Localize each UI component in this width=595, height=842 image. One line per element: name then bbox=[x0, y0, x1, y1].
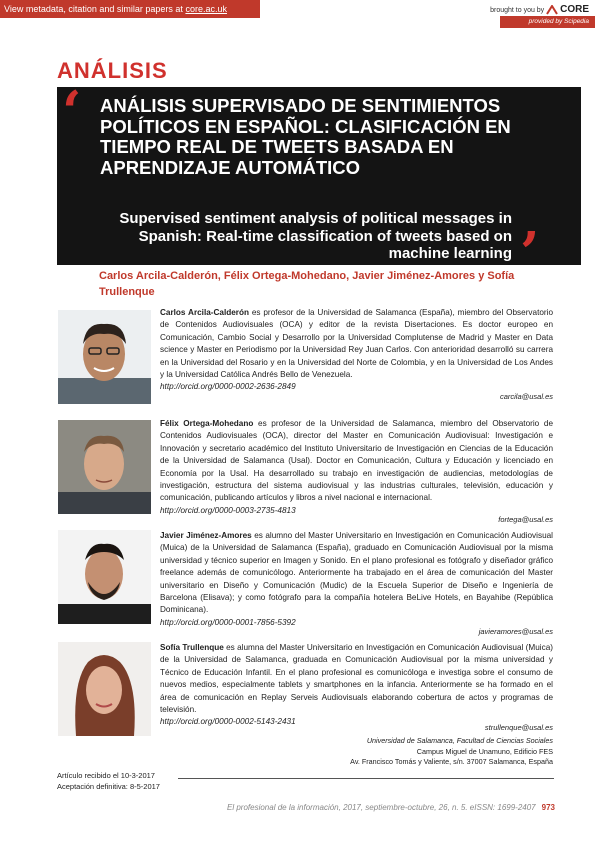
bio-name: Carlos Arcila-Calderón bbox=[160, 308, 249, 317]
author-photo-carlos bbox=[58, 310, 151, 404]
author-photo-javier bbox=[58, 530, 151, 624]
orcid-link[interactable]: http://orcid.org/0000-0002-5143-2431 bbox=[160, 717, 296, 727]
bio-text: es alumna del Master Universitario en Investigación en Comunicación Audiovisual (Muica) de la Universidad de Salamanca, graduada en Comunicación Audiovisual por la misma universidad y Técnico de Educación Infantil. En el plano profesional es comunicóloga e investiga sobre el consumo de nuevos medios, especialmente tablets y smartphones en la infancia. Anteriormente se ha formado en el área de comunicación en Replay Serveis Audiovisuals elaborando cobertura de actos y programas de televisión. bbox=[160, 643, 553, 715]
affiliation-line: Campus Miguel de Unamuno, Edificio FES bbox=[416, 746, 553, 756]
author-email[interactable]: javieramores@usal.es bbox=[478, 627, 553, 636]
close-quote-icon: ’ bbox=[520, 220, 540, 286]
bio-name: Sofía Trullenque bbox=[160, 643, 224, 652]
core-site-link[interactable]: core.ac.uk bbox=[185, 4, 227, 14]
bio-carlos bbox=[160, 307, 553, 394]
affiliation-address bbox=[350, 736, 553, 768]
author-email[interactable]: carcila@usal.es bbox=[499, 392, 553, 401]
affiliation-line: Universidad de Salamanca, Facultad de Ciencias Sociales bbox=[366, 736, 553, 745]
affiliation-line: Av. Francisco Tomás y Valiente, s/n. 37007 Salamanca, España bbox=[350, 757, 553, 766]
bio-name: Félix Ortega-Mohedano bbox=[160, 419, 254, 428]
orcid-link[interactable]: http://orcid.org/0000-0003-2735-4813 bbox=[160, 505, 296, 515]
metadata-link-text: View metadata, citation and similar papers at bbox=[4, 4, 186, 14]
received-date: Artículo recibido el 10-3-2017 bbox=[57, 771, 155, 780]
orcid-link[interactable]: http://orcid.org/0000-0002-2636-2849 bbox=[160, 382, 296, 392]
footer-divider bbox=[178, 778, 554, 779]
core-branding[interactable] bbox=[490, 4, 589, 15]
bio-text: es profesor de la Universidad de Salamanca, miembro del Observatorio de Contenidos Audiovisuales (OCA), director del Master en Comunicación Audiovisual: Investigación e Innovación y secretario académico del Instituto Universitario de Investigación en Ciencias de la Educación de la Universidad de Salamanca (Usal). Doctor en Comunicación, Cultura y Educación y licenciado en Economía por la Usal. Ha desarrollado su trabajo en investigación de audiencias, metodologías de investigación, estructura del sistema audiovisual y las industrias culturales, televisión, educación y comunicación, publicando artículos y libros a nivel nacional e internacional. bbox=[160, 419, 553, 503]
core-logo-text: CORE bbox=[560, 4, 589, 15]
journal-citation: El profesional de la información, 2017, septiembre-octubre, 26, n. 5. eISSN: 1699-2407 bbox=[227, 803, 536, 812]
accepted-date: Aceptación definitiva: 8-5-2017 bbox=[57, 781, 160, 791]
orcid-link[interactable]: http://orcid.org/0000-0001-7856-5392 bbox=[160, 617, 296, 627]
article-subtitle: Supervised sentiment analysis of political messages in Spanish: Real-time classification of tweets based on machine learning bbox=[119, 210, 512, 262]
article-title: ANÁLISIS SUPERVISADO DE SENTIMIENTOS POLÍTICOS EN ESPAÑOL: CLASIFICACIÓN EN TIEMPO REAL DE TWEETS BASADA EN APRENDIZAJE AUTOMÁTICO bbox=[100, 95, 511, 178]
open-quote-icon: ‘ bbox=[62, 79, 82, 145]
brought-by-text: brought to you by bbox=[490, 7, 545, 14]
author-email[interactable]: fortega@usal.es bbox=[498, 515, 553, 524]
author-photo-felix bbox=[58, 420, 151, 514]
bio-sofia bbox=[160, 642, 553, 729]
core-metadata-link[interactable] bbox=[0, 0, 260, 18]
bio-felix bbox=[160, 418, 553, 517]
author-photo-sofia bbox=[58, 642, 151, 736]
bio-text: es profesor de la Universidad de Salamanca (España), miembro del Observatorio de Contenidos Audiovisuales (OCA) y editor de la revista Disertaciones. Es doctor europeo en Comunicación, Cambio Social y Desarrollo por la Universidad Complutense de Madrid y Master en Data science y Master en Periodismo por la Universidad Rey Juan Carlos. Con anterioridad desarrolló su carrera en la Universidad del Rosario y en la Universidad del Norte de Colombia, y en la Universidad de Los Andes y la Universidad Católica Andrés Bello de Venezuela. bbox=[160, 308, 553, 380]
author-list: Carlos Arcila-Calderón, Félix Ortega-Mohedano, Javier Jiménez-Amores y Sofía Trullenque bbox=[99, 270, 515, 298]
page-footer bbox=[227, 803, 555, 812]
bio-text: es alumno del Master Universitario en Investigación en Comunicación Audiovisual (Muica) de la Universidad de Salamanca (España), graduado en Comunicación Audiovisual por la misma universidad y técnico superior en Imagen y Sonido. En el plano profesional es fotógrafo y diseñador gráfico freelance además de comunicólogo. Anteriormente ha trabajado en el área de comunicación del Master universitario en Diseño y Comunicación (Mudic) de la Escuela Superior de Diseño e Ingeniería de Barcelona (Elisava); y como fotógrafo para la compañía hotelera BeLive Hotels, en Bayahibe (República Dominicana). bbox=[160, 531, 553, 615]
provided-by-badge: provided by Scipedia bbox=[500, 16, 595, 28]
bio-name: Javier Jiménez-Amores bbox=[160, 531, 252, 540]
section-label: ANÁLISIS bbox=[57, 58, 168, 83]
page-number: 973 bbox=[541, 803, 555, 812]
bio-javier bbox=[160, 530, 553, 629]
author-email[interactable]: strullenque@usal.es bbox=[484, 723, 553, 732]
core-logo-icon bbox=[546, 7, 560, 14]
article-dates bbox=[57, 771, 160, 792]
